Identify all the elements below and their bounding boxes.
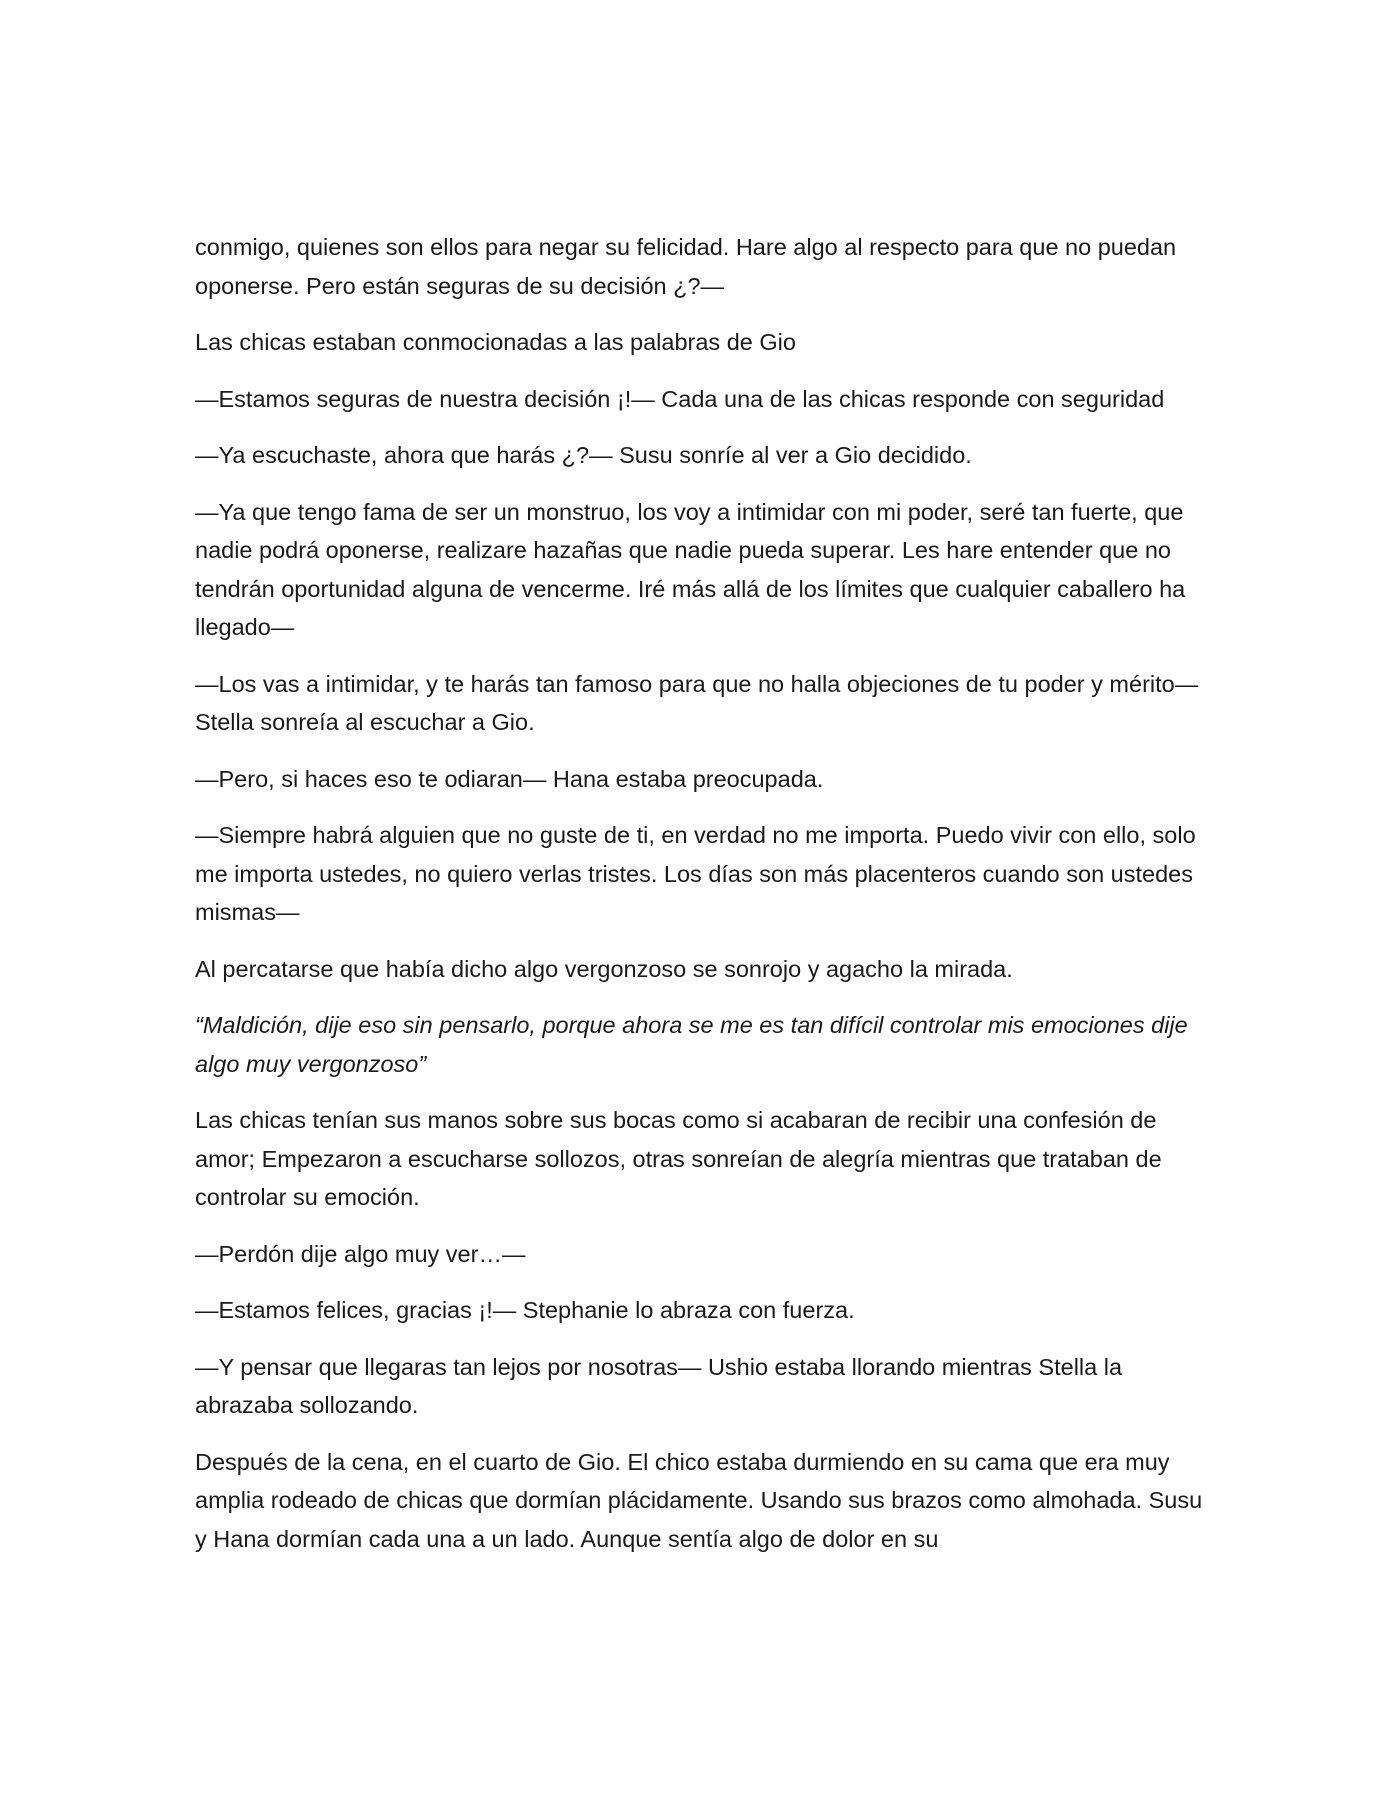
- paragraph: Al percatarse que había dicho algo vergonzoso se sonrojo y agacho la mirada.: [195, 955, 1013, 982]
- paragraph: Las chicas estaban conmocionadas a las palabras de Gio: [195, 329, 796, 355]
- paragraph: —Siempre habrá alguien que no guste de ti, en verdad no me importa. Puedo vivir con ello, solo me importa ustedes, no quiero verlas tristes. Los días son más placenteros cuando son ustedes mismas—: [195, 822, 1196, 925]
- italic-thought-paragraph: “Maldición, dije eso sin pensarlo, porque ahora se me es tan difícil controlar mis emociones dije algo muy vergonzoso”: [195, 1012, 1188, 1077]
- paragraph: —Y pensar que llegaras tan lejos por nosotras— Ushio estaba llorando mientras Stella la abrazaba sollozando.: [195, 1353, 1123, 1418]
- paragraph: Después de la cena, en el cuarto de Gio. El chico estaba durmiendo en su cama que era muy amplia rodeado de chicas que dormían plácidamente. Usando sus brazos como almohada. Susu y Hana dormían cada una a un lado. Aunque sentía algo de dolor en su: [195, 1448, 1203, 1552]
- paragraph: —Pero, si haces eso te odiaran— Hana estaba preocupada.: [195, 765, 824, 792]
- paragraph: —Estamos seguras de nuestra decisión ¡!— Cada una de las chicas responde con seguridad: [195, 385, 1165, 412]
- body-text: [195, 228, 1215, 1576]
- paragraph: —Ya que tengo fama de ser un monstruo, los voy a intimidar con mi poder, seré tan fuerte, que nadie podrá oponerse, realizare hazañas que nadie pueda superar. Les hare entender que no tendrán oportunidad alguna de vencerme. Iré más allá de los límites que cualquier caballero ha llegado—: [195, 498, 1186, 640]
- paragraph: —Estamos felices, gracias ¡!— Stephanie lo abraza con fuerza.: [195, 1297, 855, 1323]
- paragraph: Las chicas tenían sus manos sobre sus bocas como si acabaran de recibir una confesión de amor; Empezaron a escucharse sollozos, otras sonreían de alegría mientras que trataban de controlar su emoción.: [195, 1107, 1162, 1210]
- paragraph: —Ya escuchaste, ahora que harás ¿?— Susu sonríe al ver a Gio decidido.: [195, 442, 972, 468]
- paragraph: —Perdón dije algo muy ver…—: [195, 1240, 526, 1267]
- paragraph: conmigo, quienes son ellos para negar su felicidad. Hare algo al respecto para que no puedan oponerse. Pero están seguras de su decisión ¿?—: [195, 234, 1177, 299]
- paragraph: —Los vas a intimidar, y te harás tan famoso para que no halla objeciones de tu poder y mérito— Stella sonreía al escuchar a Gio.: [195, 670, 1199, 735]
